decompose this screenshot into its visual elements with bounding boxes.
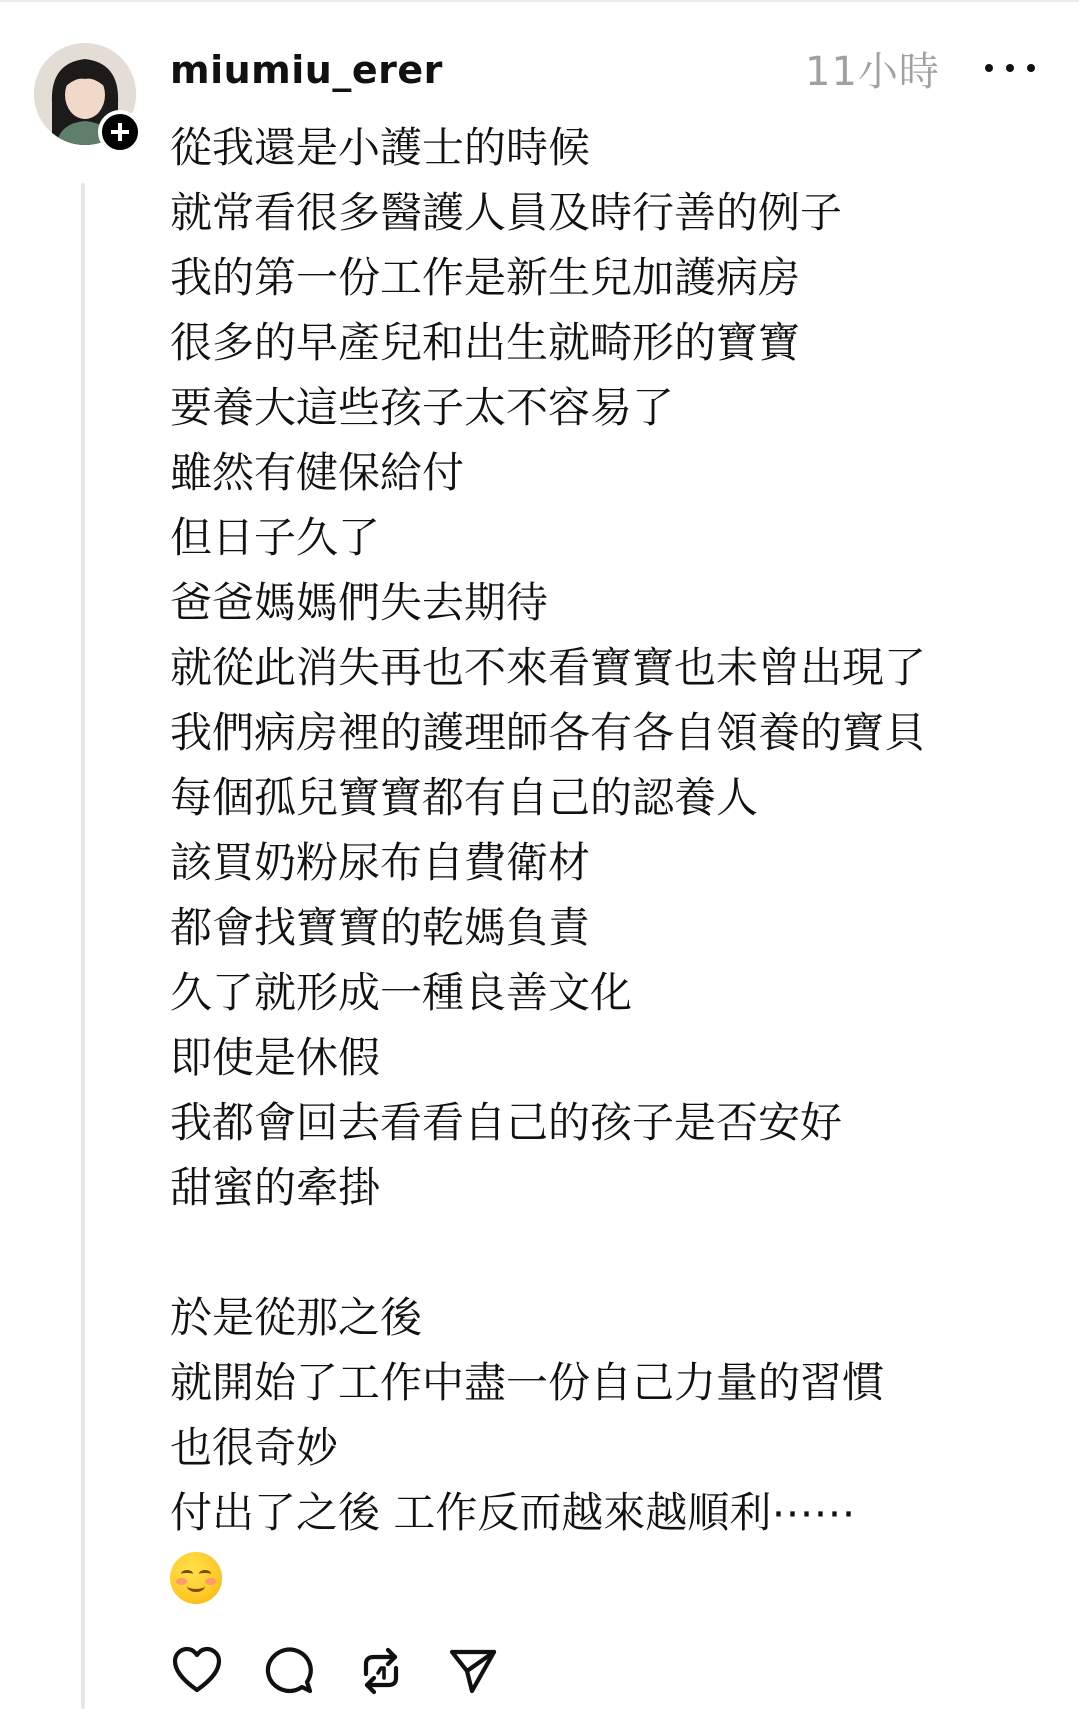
username[interactable]: miumiu_erer xyxy=(170,48,443,92)
post-line: 從我還是小護士的時候 xyxy=(170,123,591,172)
plus-icon xyxy=(109,121,131,143)
post-line: 都會找寶寶的乾媽負責 xyxy=(170,903,591,952)
post-line: 但日子久了 xyxy=(170,513,381,562)
action-bar xyxy=(170,1643,538,1699)
post-line: 很多的早產兒和出生就畸形的寶寶 xyxy=(170,318,801,367)
post-line: 該買奶粉尿布自費衛材 xyxy=(170,838,591,887)
share-icon xyxy=(446,1644,500,1698)
more-options-icon[interactable] xyxy=(985,50,1035,86)
post-line: 甜蜜的牽掛 xyxy=(170,1163,381,1212)
timestamp: 11小時 xyxy=(805,49,940,95)
repost-button[interactable] xyxy=(354,1643,446,1699)
post-line-blank xyxy=(170,1220,1050,1285)
top-divider xyxy=(0,0,1079,2)
share-button[interactable] xyxy=(446,1643,538,1699)
post-line: 就開始了工作中盡一份自己力量的習慣 xyxy=(170,1358,885,1407)
post-line: 我們病房裡的護理師各有各自領養的寶貝 xyxy=(170,708,927,757)
post-body xyxy=(170,115,1050,1610)
post-line: 於是從那之後 xyxy=(170,1293,423,1342)
comment-icon xyxy=(262,1644,316,1698)
post-line: 即使是休假 xyxy=(170,1033,381,1082)
post-line: 我的第一份工作是新生兒加護病房 xyxy=(170,253,801,302)
post-line: 爸爸媽媽們失去期待 xyxy=(170,578,549,627)
smiling-face-icon xyxy=(170,1552,222,1604)
post-line: 每個孤兒寶寶都有自己的認養人 xyxy=(170,773,759,822)
repost-icon xyxy=(354,1644,408,1698)
comment-button[interactable] xyxy=(262,1643,354,1699)
follow-button[interactable] xyxy=(98,110,142,154)
post-line: 雖然有健保給付 xyxy=(170,448,465,497)
post-line: 就從此消失再也不來看寶寶也未曾出現了 xyxy=(170,643,927,692)
post-line: 久了就形成一種良善文化 xyxy=(170,968,633,1017)
post-emoji-line xyxy=(170,1545,1050,1610)
heart-icon xyxy=(170,1644,224,1698)
post-line: 也很奇妙 xyxy=(170,1423,339,1472)
like-button[interactable] xyxy=(170,1643,262,1699)
post-line: 就常看很多醫護人員及時行善的例子 xyxy=(170,188,843,237)
thread-line xyxy=(81,183,85,1709)
post-line: 要養大這些孩子太不容易了 xyxy=(170,383,675,432)
post-line: 付出了之後 工作反而越來越順利⋯⋯ xyxy=(170,1488,856,1537)
post-line: 我都會回去看看自己的孩子是否安好 xyxy=(170,1098,843,1147)
